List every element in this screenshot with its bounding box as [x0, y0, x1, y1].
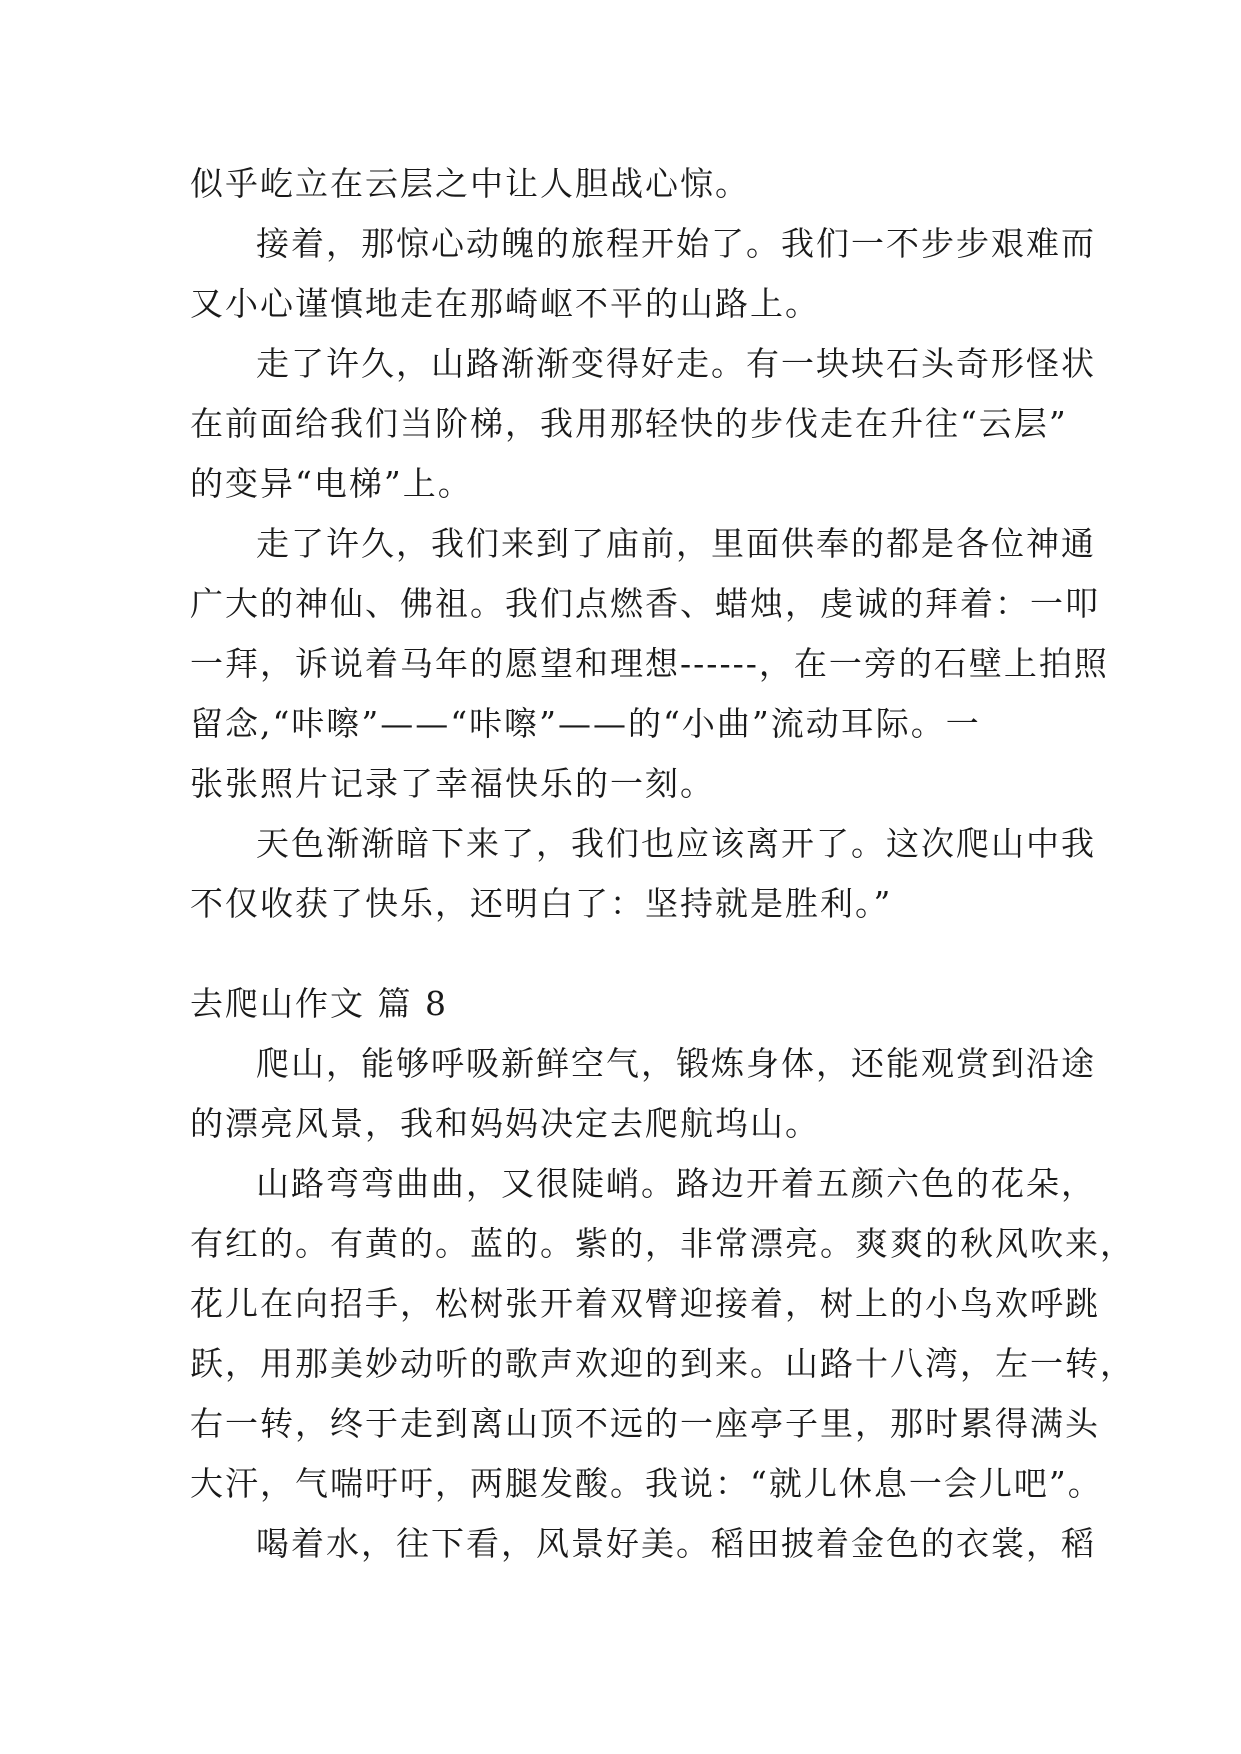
- paragraph-start: 走了许久，山路渐渐变得好走。有一块块石头奇形怪状: [256, 344, 1096, 383]
- text-line: 一拜，诉说着马年的愿望和理想------，在一旁的石壁上拍照: [190, 644, 1109, 683]
- text-line: 似乎屹立在云层之中让人胆战心惊。: [190, 164, 750, 203]
- paragraph-start: 接着，那惊心动魄的旅程开始了。我们一不步步艰难而: [256, 224, 1096, 263]
- text-line: 右一转，终于走到离山顶不远的一座亭子里，那时累得满头: [190, 1404, 1100, 1443]
- text-line: 花儿在向招手，松树张开着双臂迎接着，树上的小鸟欢呼跳: [190, 1284, 1100, 1323]
- paragraph-start: 走了许久，我们来到了庙前，里面供奉的都是各位神通: [256, 524, 1096, 563]
- text-line: 的变异“电梯”上。: [190, 464, 473, 503]
- paragraph-start: 天色渐渐暗下来了，我们也应该离开了。这次爬山中我: [256, 824, 1096, 863]
- text-line: 的漂亮风景，我和妈妈决定去爬航坞山。: [190, 1104, 820, 1143]
- paragraph-start: 爬山，能够呼吸新鲜空气，锻炼身体，还能观赏到沿途: [256, 1044, 1096, 1083]
- text-line: 又小心谨慎地走在那崎岖不平的山路上。: [190, 284, 820, 323]
- text-line: 跃，用那美妙动听的歌声欢迎的到来。山路十八湾，左一转，: [190, 1344, 1135, 1383]
- paragraph-start: 喝着水，往下看，风景好美。稻田披着金色的衣裳，稻: [256, 1524, 1096, 1563]
- text-line: 张张照片记录了幸福快乐的一刻。: [190, 764, 715, 803]
- text-line: 有红的。有黄的。蓝的。紫的，非常漂亮。爽爽的秋风吹来，: [190, 1224, 1135, 1263]
- text-line: 大汗，气喘吁吁，两腿发酸。我说：“就儿休息一会儿吧”。: [190, 1464, 1103, 1503]
- text-line: 广大的神仙、佛祖。我们点燃香、蜡烛，虔诚的拜着：一叩: [190, 584, 1100, 623]
- text-line: 在前面给我们当阶梯，我用那轻快的步伐走在升往“云层”: [190, 404, 1068, 443]
- text-line: 不仅收获了快乐，还明白了：坚持就是胜利。”: [190, 884, 893, 923]
- text-line: 留念,“咔嚓”——“咔嚓”——的“小曲”流动耳际。一: [190, 704, 981, 743]
- paragraph-start: 山路弯弯曲曲，又很陡峭。路边开着五颜六色的花朵，: [256, 1164, 1096, 1203]
- section-heading: 去爬山作文 篇 8: [190, 984, 448, 1023]
